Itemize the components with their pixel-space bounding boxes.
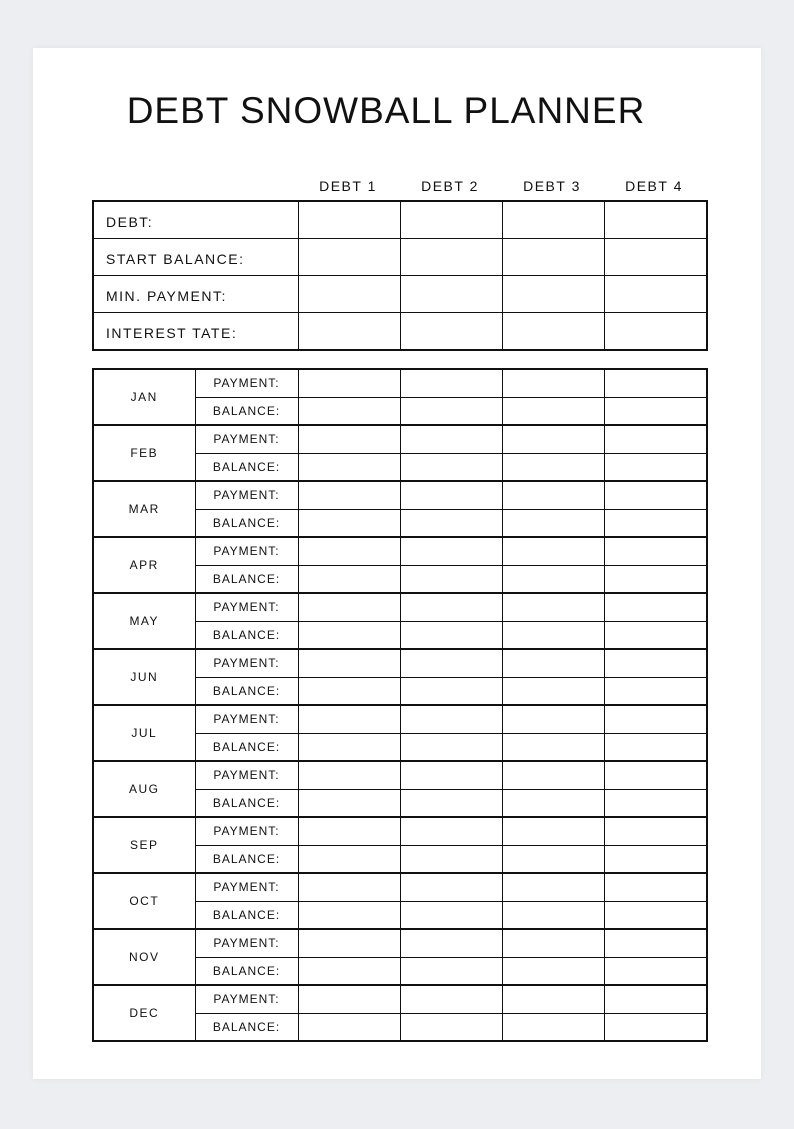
balance-cell-debt-4[interactable] <box>604 733 707 761</box>
balance-cell-debt-3[interactable] <box>502 453 604 481</box>
balance-label: BALANCE: <box>195 677 298 705</box>
payment-cell-debt-1[interactable] <box>298 593 400 621</box>
summary-row-min-payment <box>93 276 707 313</box>
balance-cell-debt-1[interactable] <box>298 677 400 705</box>
payment-cell-debt-4[interactable] <box>604 873 707 901</box>
month-label-nov: NOV <box>93 929 195 985</box>
payment-label: PAYMENT: <box>195 761 298 789</box>
balance-label: BALANCE: <box>195 397 298 425</box>
summary-cell[interactable] <box>298 276 400 313</box>
month-label-dec: DEC <box>93 985 195 1041</box>
payment-cell-debt-2[interactable] <box>400 369 502 397</box>
payment-cell-debt-2[interactable] <box>400 705 502 733</box>
balance-cell-debt-3[interactable] <box>502 565 604 593</box>
month-label-sep: SEP <box>93 817 195 873</box>
balance-label: BALANCE: <box>195 845 298 873</box>
payment-cell-debt-1[interactable] <box>298 929 400 957</box>
payment-cell-debt-4[interactable] <box>604 761 707 789</box>
balance-label: BALANCE: <box>195 453 298 481</box>
month-row-payment <box>93 873 707 901</box>
balance-cell-debt-3[interactable] <box>502 397 604 425</box>
balance-cell-debt-4[interactable] <box>604 397 707 425</box>
payment-cell-debt-4[interactable] <box>604 369 707 397</box>
payment-label: PAYMENT: <box>195 369 298 397</box>
balance-cell-debt-1[interactable] <box>298 565 400 593</box>
payment-cell-debt-2[interactable] <box>400 481 502 509</box>
balance-label: BALANCE: <box>195 509 298 537</box>
monthly-tracker-table <box>92 368 708 1042</box>
summary-label: DEBT: <box>93 201 298 239</box>
payment-label: PAYMENT: <box>195 425 298 453</box>
balance-cell-debt-1[interactable] <box>298 901 400 929</box>
payment-cell-debt-3[interactable] <box>502 705 604 733</box>
payment-cell-debt-1[interactable] <box>298 369 400 397</box>
payment-cell-debt-3[interactable] <box>502 873 604 901</box>
summary-cell[interactable] <box>400 239 502 276</box>
month-row-payment <box>93 761 707 789</box>
payment-cell-debt-1[interactable] <box>298 761 400 789</box>
summary-cell[interactable] <box>502 239 604 276</box>
payment-cell-debt-4[interactable] <box>604 481 707 509</box>
payment-cell-debt-4[interactable] <box>604 537 707 565</box>
payment-label: PAYMENT: <box>195 649 298 677</box>
balance-cell-debt-4[interactable] <box>604 509 707 537</box>
payment-cell-debt-1[interactable] <box>298 817 400 845</box>
balance-label: BALANCE: <box>195 565 298 593</box>
payment-cell-debt-3[interactable] <box>502 369 604 397</box>
balance-cell-debt-2[interactable] <box>400 957 502 985</box>
payment-cell-debt-2[interactable] <box>400 537 502 565</box>
month-label-may: MAY <box>93 593 195 649</box>
month-row-payment <box>93 985 707 1013</box>
payment-cell-debt-2[interactable] <box>400 929 502 957</box>
payment-cell-debt-4[interactable] <box>604 593 707 621</box>
payment-cell-debt-3[interactable] <box>502 929 604 957</box>
payment-label: PAYMENT: <box>195 593 298 621</box>
payment-cell-debt-1[interactable] <box>298 649 400 677</box>
payment-cell-debt-2[interactable] <box>400 761 502 789</box>
balance-cell-debt-3[interactable] <box>502 509 604 537</box>
balance-cell-debt-2[interactable] <box>400 789 502 817</box>
payment-cell-debt-4[interactable] <box>604 425 707 453</box>
column-header-debt-4: DEBT 4 <box>625 178 683 194</box>
month-label-jul: JUL <box>93 705 195 761</box>
payment-cell-debt-4[interactable] <box>604 817 707 845</box>
page-title: DEBT SNOWBALL PLANNER <box>126 90 646 131</box>
balance-cell-debt-2[interactable] <box>400 621 502 649</box>
balance-cell-debt-4[interactable] <box>604 957 707 985</box>
payment-label: PAYMENT: <box>195 873 298 901</box>
balance-cell-debt-3[interactable] <box>502 789 604 817</box>
debt-summary-table <box>92 200 708 351</box>
payment-label: PAYMENT: <box>195 705 298 733</box>
balance-cell-debt-1[interactable] <box>298 509 400 537</box>
balance-cell-debt-1[interactable] <box>298 845 400 873</box>
month-label-oct: OCT <box>93 873 195 929</box>
balance-cell-debt-2[interactable] <box>400 677 502 705</box>
payment-cell-debt-1[interactable] <box>298 873 400 901</box>
payment-cell-debt-2[interactable] <box>400 873 502 901</box>
summary-row-interest-rate <box>93 313 707 351</box>
payment-cell-debt-2[interactable] <box>400 649 502 677</box>
payment-label: PAYMENT: <box>195 929 298 957</box>
balance-cell-debt-3[interactable] <box>502 901 604 929</box>
month-label-apr: APR <box>93 537 195 593</box>
balance-cell-debt-4[interactable] <box>604 789 707 817</box>
balance-cell-debt-1[interactable] <box>298 733 400 761</box>
balance-cell-debt-2[interactable] <box>400 733 502 761</box>
summary-cell[interactable] <box>298 313 400 351</box>
summary-cell[interactable] <box>604 239 707 276</box>
summary-cell[interactable] <box>298 239 400 276</box>
month-row-payment <box>93 649 707 677</box>
balance-cell-debt-2[interactable] <box>400 1013 502 1041</box>
balance-cell-debt-4[interactable] <box>604 621 707 649</box>
month-label-aug: AUG <box>93 761 195 817</box>
payment-cell-debt-4[interactable] <box>604 705 707 733</box>
summary-label: START BALANCE: <box>93 239 298 276</box>
balance-cell-debt-4[interactable] <box>604 1013 707 1041</box>
payment-label: PAYMENT: <box>195 537 298 565</box>
month-row-payment <box>93 537 707 565</box>
balance-cell-debt-1[interactable] <box>298 1013 400 1041</box>
month-row-payment <box>93 929 707 957</box>
balance-cell-debt-1[interactable] <box>298 453 400 481</box>
summary-cell[interactable] <box>604 276 707 313</box>
month-label-mar: MAR <box>93 481 195 537</box>
payment-cell-debt-2[interactable] <box>400 425 502 453</box>
summary-cell[interactable] <box>298 201 400 239</box>
column-header-debt-1: DEBT 1 <box>319 178 377 194</box>
balance-cell-debt-4[interactable] <box>604 453 707 481</box>
summary-row-start-balance <box>93 239 707 276</box>
balance-cell-debt-3[interactable] <box>502 1013 604 1041</box>
balance-label: BALANCE: <box>195 901 298 929</box>
balance-cell-debt-3[interactable] <box>502 677 604 705</box>
balance-cell-debt-2[interactable] <box>400 509 502 537</box>
payment-cell-debt-2[interactable] <box>400 817 502 845</box>
balance-cell-debt-4[interactable] <box>604 677 707 705</box>
summary-label: INTEREST TATE: <box>93 313 298 351</box>
summary-cell[interactable] <box>400 201 502 239</box>
balance-cell-debt-3[interactable] <box>502 733 604 761</box>
balance-cell-debt-1[interactable] <box>298 789 400 817</box>
payment-cell-debt-3[interactable] <box>502 481 604 509</box>
summary-cell[interactable] <box>400 276 502 313</box>
payment-cell-debt-3[interactable] <box>502 593 604 621</box>
payment-cell-debt-1[interactable] <box>298 481 400 509</box>
payment-cell-debt-3[interactable] <box>502 537 604 565</box>
payment-cell-debt-3[interactable] <box>502 985 604 1013</box>
month-row-payment <box>93 369 707 397</box>
summary-cell[interactable] <box>502 313 604 351</box>
month-row-payment <box>93 593 707 621</box>
summary-cell[interactable] <box>604 201 707 239</box>
payment-cell-debt-1[interactable] <box>298 425 400 453</box>
balance-cell-debt-2[interactable] <box>400 901 502 929</box>
summary-cell[interactable] <box>502 276 604 313</box>
balance-cell-debt-1[interactable] <box>298 957 400 985</box>
summary-cell[interactable] <box>502 201 604 239</box>
payment-label: PAYMENT: <box>195 817 298 845</box>
month-label-feb: FEB <box>93 425 195 481</box>
payment-label: PAYMENT: <box>195 481 298 509</box>
payment-cell-debt-4[interactable] <box>604 649 707 677</box>
month-label-jan: JAN <box>93 369 195 425</box>
balance-label: BALANCE: <box>195 789 298 817</box>
payment-cell-debt-3[interactable] <box>502 425 604 453</box>
payment-cell-debt-1[interactable] <box>298 985 400 1013</box>
balance-cell-debt-2[interactable] <box>400 845 502 873</box>
month-row-payment <box>93 481 707 509</box>
balance-cell-debt-4[interactable] <box>604 845 707 873</box>
payment-cell-debt-3[interactable] <box>502 817 604 845</box>
balance-cell-debt-3[interactable] <box>502 845 604 873</box>
balance-cell-debt-3[interactable] <box>502 957 604 985</box>
summary-label: MIN. PAYMENT: <box>93 276 298 313</box>
month-row-payment <box>93 425 707 453</box>
balance-label: BALANCE: <box>195 733 298 761</box>
payment-cell-debt-3[interactable] <box>502 761 604 789</box>
balance-cell-debt-4[interactable] <box>604 901 707 929</box>
balance-cell-debt-2[interactable] <box>400 565 502 593</box>
balance-label: BALANCE: <box>195 957 298 985</box>
balance-cell-debt-1[interactable] <box>298 621 400 649</box>
column-header-debt-3: DEBT 3 <box>523 178 581 194</box>
payment-cell-debt-1[interactable] <box>298 705 400 733</box>
summary-row-debt <box>93 201 707 239</box>
summary-cell[interactable] <box>604 313 707 351</box>
balance-cell-debt-2[interactable] <box>400 397 502 425</box>
balance-label: BALANCE: <box>195 621 298 649</box>
payment-cell-debt-4[interactable] <box>604 985 707 1013</box>
month-label-jun: JUN <box>93 649 195 705</box>
summary-cell[interactable] <box>400 313 502 351</box>
payment-cell-debt-2[interactable] <box>400 593 502 621</box>
payment-cell-debt-3[interactable] <box>502 649 604 677</box>
payment-cell-debt-2[interactable] <box>400 985 502 1013</box>
balance-cell-debt-3[interactable] <box>502 621 604 649</box>
balance-cell-debt-4[interactable] <box>604 565 707 593</box>
column-header-debt-2: DEBT 2 <box>421 178 479 194</box>
month-row-payment <box>93 705 707 733</box>
payment-cell-debt-4[interactable] <box>604 929 707 957</box>
balance-cell-debt-1[interactable] <box>298 397 400 425</box>
month-row-payment <box>93 817 707 845</box>
payment-label: PAYMENT: <box>195 985 298 1013</box>
payment-cell-debt-1[interactable] <box>298 537 400 565</box>
balance-cell-debt-2[interactable] <box>400 453 502 481</box>
balance-label: BALANCE: <box>195 1013 298 1041</box>
